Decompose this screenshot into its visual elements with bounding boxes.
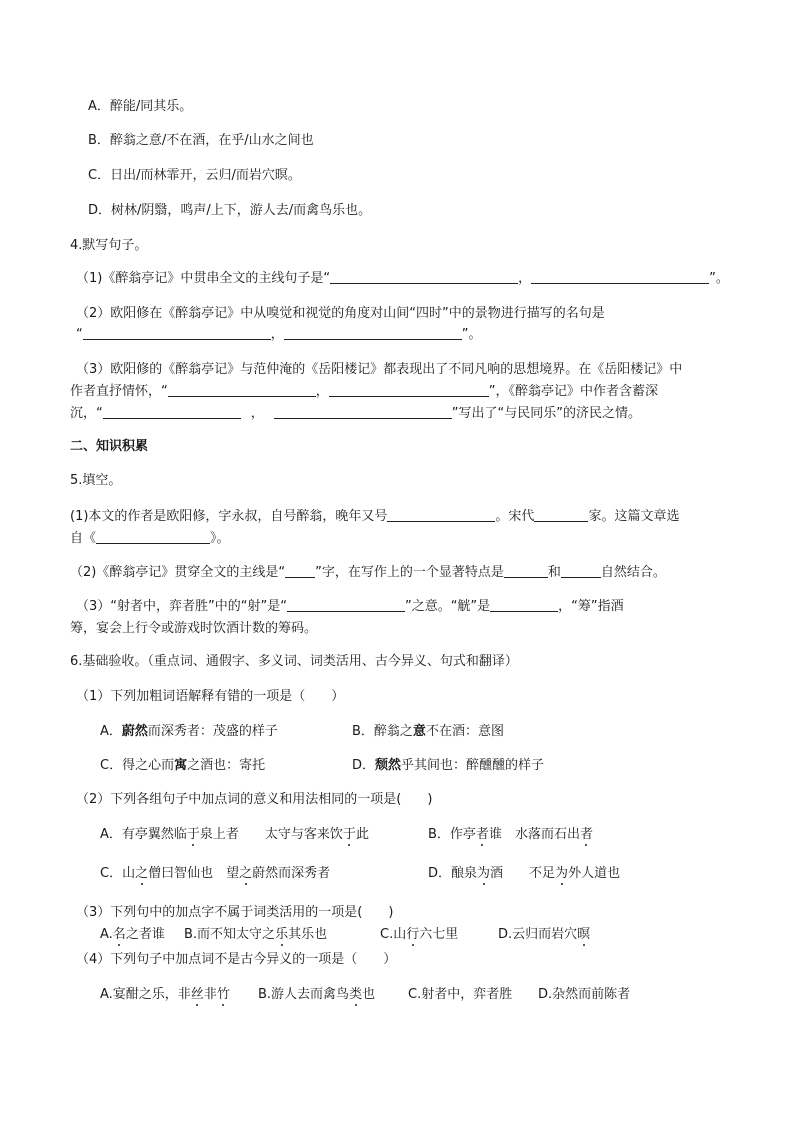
q6-3-option-b: B.而不知太守之乐其乐也 <box>184 927 328 942</box>
section-title: 二、知识积累 <box>70 439 149 454</box>
q6-4-option-c: C.射者中，弈者胜 <box>408 987 513 1002</box>
answer-blank[interactable] <box>534 508 588 522</box>
q3-option-d: D．树林/阴翳，鸣声/上下，游人去/而禽鸟乐也。 <box>88 203 372 218</box>
answer-blank[interactable] <box>285 564 315 578</box>
q6-4-option-b: B.游人去而禽鸟类也 <box>258 987 376 1002</box>
q6-1-stem: （1）下列加粗词语解释有错的一项是（ ） <box>76 689 345 704</box>
q4-sentence-1: （1)《醉翁亭记》中贯串全文的主线句子是“ ， ”。 <box>76 271 729 286</box>
q6-3-option-a: A.名之者谁 <box>100 927 165 942</box>
q6-2-option-c: C．山之僧曰智仙也 望之蔚然而深秀者 <box>100 866 331 881</box>
answer-blank[interactable] <box>284 326 462 340</box>
answer-blank[interactable] <box>490 598 558 612</box>
answer-blank[interactable] <box>168 383 316 397</box>
answer-blank[interactable] <box>103 405 241 419</box>
q6-1-option-b: B．醉翁之意不在酒：意图 <box>352 724 504 739</box>
answer-blank[interactable] <box>83 326 271 340</box>
q4-sentence-3-line1: （3）欧阳修的《醉翁亭记》与范仲淹的《岳阳楼记》都表现出了不同凡响的思想境界。在《岳阳楼记》中 <box>76 362 683 377</box>
q5-sentence-3-line1: （3）“射者中，弈者胜”中的“射”是“ ”之意。“觥”是 ，“筹”指酒 <box>76 599 624 614</box>
q4-sentence-2-line2: “ ， ”。 <box>76 327 482 342</box>
q6-3-option-d: D.云归而岩穴暝 <box>498 927 591 942</box>
q3-option-a: A．醉能/同其乐。 <box>88 99 193 114</box>
q4-sentence-3-line3: 沉，“ ， ”写出了“与民同乐”的济民之情。 <box>70 406 641 421</box>
q6-2-option-a: A．有亭翼然临于泉上者 太守与客来饮于此 <box>100 827 369 842</box>
q3-option-c: C．日出/而林霏开，云归/而岩穴暝。 <box>88 168 301 183</box>
q6-4-stem: （4）下列句子中加点词不是古今异义的一项是（ ） <box>76 952 397 967</box>
answer-blank[interactable] <box>561 564 601 578</box>
q5-sentence-3-line2: 筹，宴会上行令或游戏时饮酒计数的筹码。 <box>70 621 318 636</box>
q4-sentence-3-line2: 作者直抒情怀，“ ， ”，《醉翁亭记》中作者含蓄深 <box>70 384 659 399</box>
q6-2-option-b: B．作亭者谁 水落而石出者 <box>428 827 593 842</box>
q5-sentence-1-line1: (1)本文的作者是欧阳修，字永叔，自号醉翁，晚年又号 。宋代 家。这篇文章选 <box>70 509 680 524</box>
q4-sentence-2-line1: （2）欧阳修在《醉翁亭记》中从嗅觉和视觉的角度对山间“四时”中的景物进行描写的名句是 <box>76 306 605 321</box>
answer-blank[interactable] <box>287 598 405 612</box>
q5-sentence-1-line2: 自《 》。 <box>70 531 230 546</box>
q4-heading: 4.默写句子。 <box>70 238 148 253</box>
q6-4-option-a: A.宴酣之乐，非丝非竹 <box>100 987 230 1002</box>
q6-heading: 6.基础验收。（重点词、通假字、多义词、词类活用、古今异义、句式和翻译） <box>70 654 518 669</box>
answer-blank[interactable] <box>330 270 518 284</box>
q6-3-option-c: C.山行六七里 <box>380 927 459 942</box>
q6-1-option-c: C．得之心而寓之酒也：寄托 <box>100 758 266 773</box>
answer-blank[interactable] <box>274 405 452 419</box>
q3-option-b: B．醉翁之意/不在酒，在乎/山水之间也 <box>88 133 314 148</box>
answer-blank[interactable] <box>504 564 548 578</box>
answer-blank[interactable] <box>387 508 495 522</box>
q5-sentence-2: （2)《醉翁亭记》贯穿全文的主线是“ ”字，在写作上的一个显著特点是 和 自然结合。 <box>70 565 666 580</box>
q6-1-option-d: D．颓然乎其间也：醉醺醺的样子 <box>352 758 545 773</box>
q6-4-option-d: D.杂然而前陈者 <box>538 987 631 1002</box>
q6-1-option-a: A．蔚然而深秀者：茂盛的样子 <box>100 724 278 739</box>
answer-blank[interactable] <box>329 383 489 397</box>
q6-2-stem: （2）下列各组句子中加点词的意义和用法相同的一项是( ) <box>76 792 433 807</box>
q6-2-option-d: D．酿泉为酒 不足为外人道也 <box>428 866 621 881</box>
q6-3-stem: （3）下列句中的加点字不属于词类活用的一项是( ) <box>76 905 394 920</box>
answer-blank[interactable] <box>96 530 210 544</box>
answer-blank[interactable] <box>531 270 709 284</box>
q5-heading: 5.填空。 <box>70 473 122 488</box>
